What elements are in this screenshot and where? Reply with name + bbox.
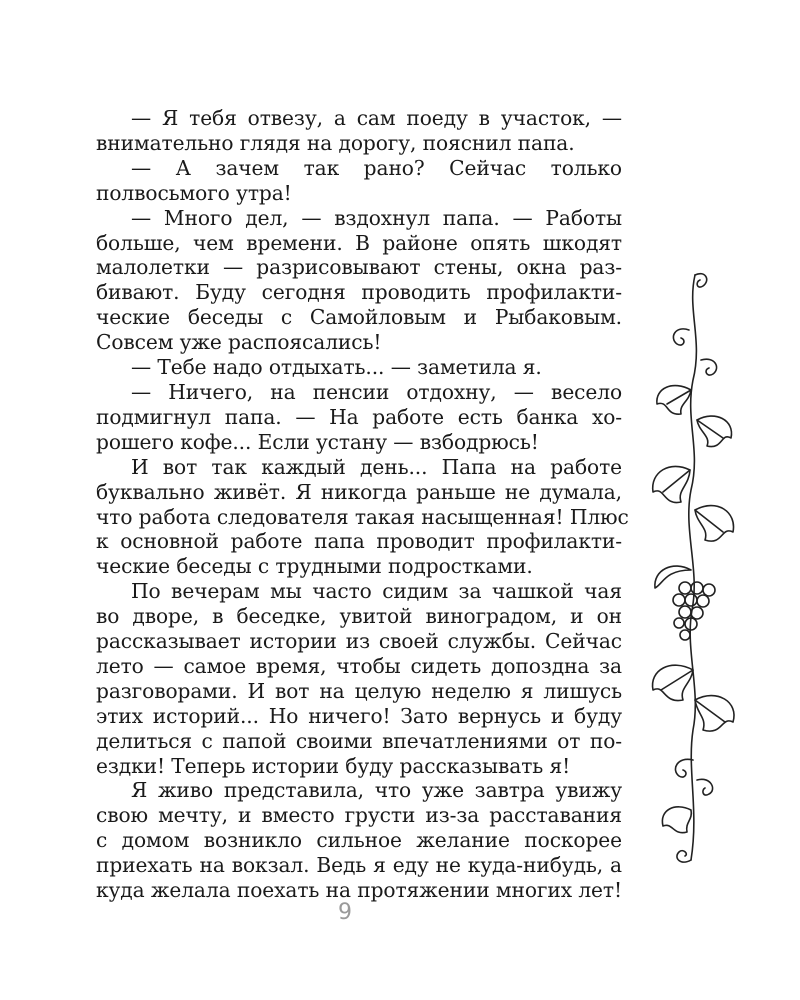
- text-line: — А зачем так рано? Сейчас только: [131, 155, 622, 180]
- text-line: к основной работе папа проводит профилакти-: [96, 529, 622, 554]
- text-line: внимательно глядя на дорогу, пояснил папа.: [96, 130, 575, 155]
- grapevine-ornament-icon: [645, 270, 740, 870]
- text-line: что работа следователя такая насыщенная! Плюс: [96, 504, 629, 529]
- text-line: разговорами. И вот на целую неделю я лишусь: [96, 678, 622, 703]
- text-line: во дворе, в беседке, увитой виноградом, и он: [96, 604, 622, 629]
- text-line: буквально живёт. Я никогда раньше не думала,: [96, 479, 622, 504]
- text-line: рассказывает истории из своей службы. Сейчас: [96, 629, 622, 654]
- text-line: — Ничего, на пенсии отдохну, — весело: [131, 379, 622, 404]
- text-line: И вот так каждый день... Папа на работе: [131, 454, 622, 479]
- text-line: лето — самое время, чтобы сидеть допоздна за: [96, 653, 622, 678]
- body-text: [96, 106, 629, 903]
- text-line: подмигнул папа. — На работе есть банка хо-: [96, 404, 622, 429]
- text-line: этих историй... Но ничего! Зато вернусь и буду: [96, 703, 622, 728]
- text-line: полвосьмого утра!: [96, 180, 292, 205]
- text-line: бивают. Буду сегодня проводить профилакти-: [96, 280, 622, 305]
- text-line: делиться с папой своими впечатлениями от по-: [96, 728, 622, 753]
- text-line: свою мечту, и вместо грусти из-за расставания: [96, 803, 622, 828]
- text-line: ездки! Теперь истории буду рассказывать я!: [96, 753, 571, 778]
- text-line: Совсем уже распоясались!: [96, 330, 382, 355]
- text-line: По вечерам мы часто сидим за чашкой чая: [131, 579, 622, 604]
- text-line: — Много дел, — вздохнул папа. — Работы: [131, 205, 622, 230]
- text-line: — Я тебя отвезу, а сам поеду в участок, —: [131, 106, 622, 130]
- text-line: с домом возникло сильное желание поскорее: [96, 828, 622, 853]
- text-line: куда желала поехать на протяжении многих лет!: [96, 878, 622, 903]
- text-line: ческие беседы с трудными подростками.: [96, 554, 533, 579]
- text-line: — Тебе надо отдыхать... — заметила я.: [131, 355, 542, 380]
- text-line: Я живо представила, что уже завтра увижу: [131, 778, 622, 803]
- page-number: 9: [338, 900, 352, 925]
- text-line: приехать на вокзал. Ведь я еду не куда-нибудь, а: [96, 853, 622, 878]
- text-line: ческие беседы с Самойловым и Рыбаковым.: [96, 305, 622, 330]
- text-line: рошего кофе... Если устану — взбодрюсь!: [96, 429, 539, 454]
- text-line: больше, чем времени. В районе опять шкодят: [96, 230, 622, 255]
- text-line: малолетки — разрисовывают стены, окна раз-: [96, 255, 622, 280]
